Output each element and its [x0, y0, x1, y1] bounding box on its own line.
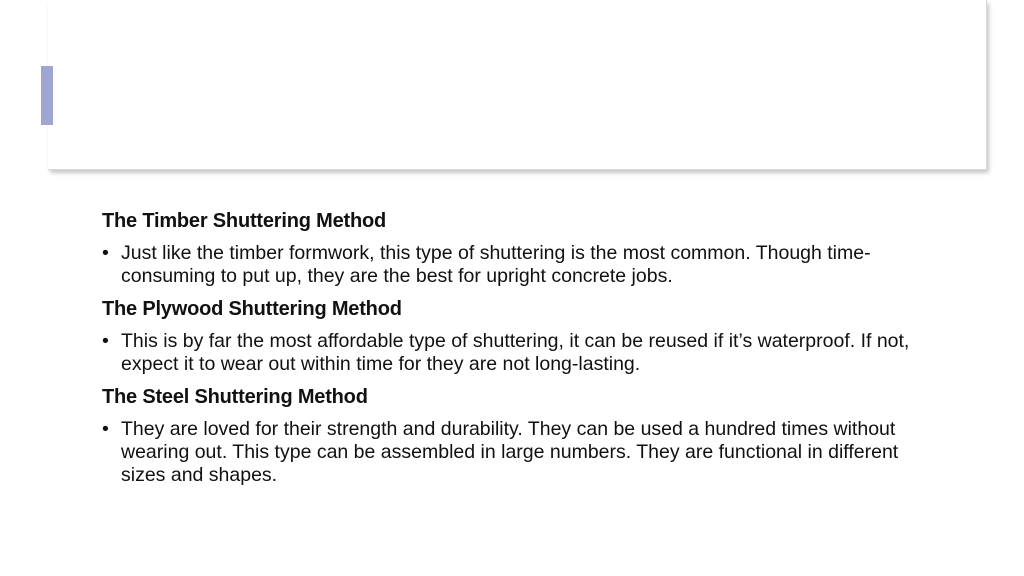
bullet-marker: •: [102, 330, 109, 352]
title-accent-bar: [41, 66, 53, 125]
bullet-marker: •: [102, 418, 109, 440]
slide-body: [102, 208, 932, 495]
bullet-text: Just like the timber formwork, this type of shuttering is the most common. Though time-consuming to put up, they are the best for upright concrete jobs.: [121, 242, 871, 287]
section-heading-steel: The Steel Shuttering Method: [102, 386, 368, 408]
bullet-item-steel: [102, 418, 932, 487]
title-card: [48, 0, 987, 170]
bullet-marker: •: [102, 242, 109, 264]
bullet-text: This is by far the most affordable type of shuttering, it can be reused if it’s waterproof. If not, expect it to wear out within time for they are not long-lasting.: [121, 330, 910, 375]
section-heading-plywood: The Plywood Shuttering Method: [102, 298, 402, 320]
bullet-text: They are loved for their strength and durability. They can be used a hundred times without wearing out. This type can be assembled in large numbers. They are functional in different sizes and shapes.: [121, 418, 899, 486]
section-heading-timber: The Timber Shuttering Method: [102, 210, 387, 232]
bullet-item-plywood: [102, 330, 932, 376]
bullet-item-timber: [102, 242, 932, 288]
